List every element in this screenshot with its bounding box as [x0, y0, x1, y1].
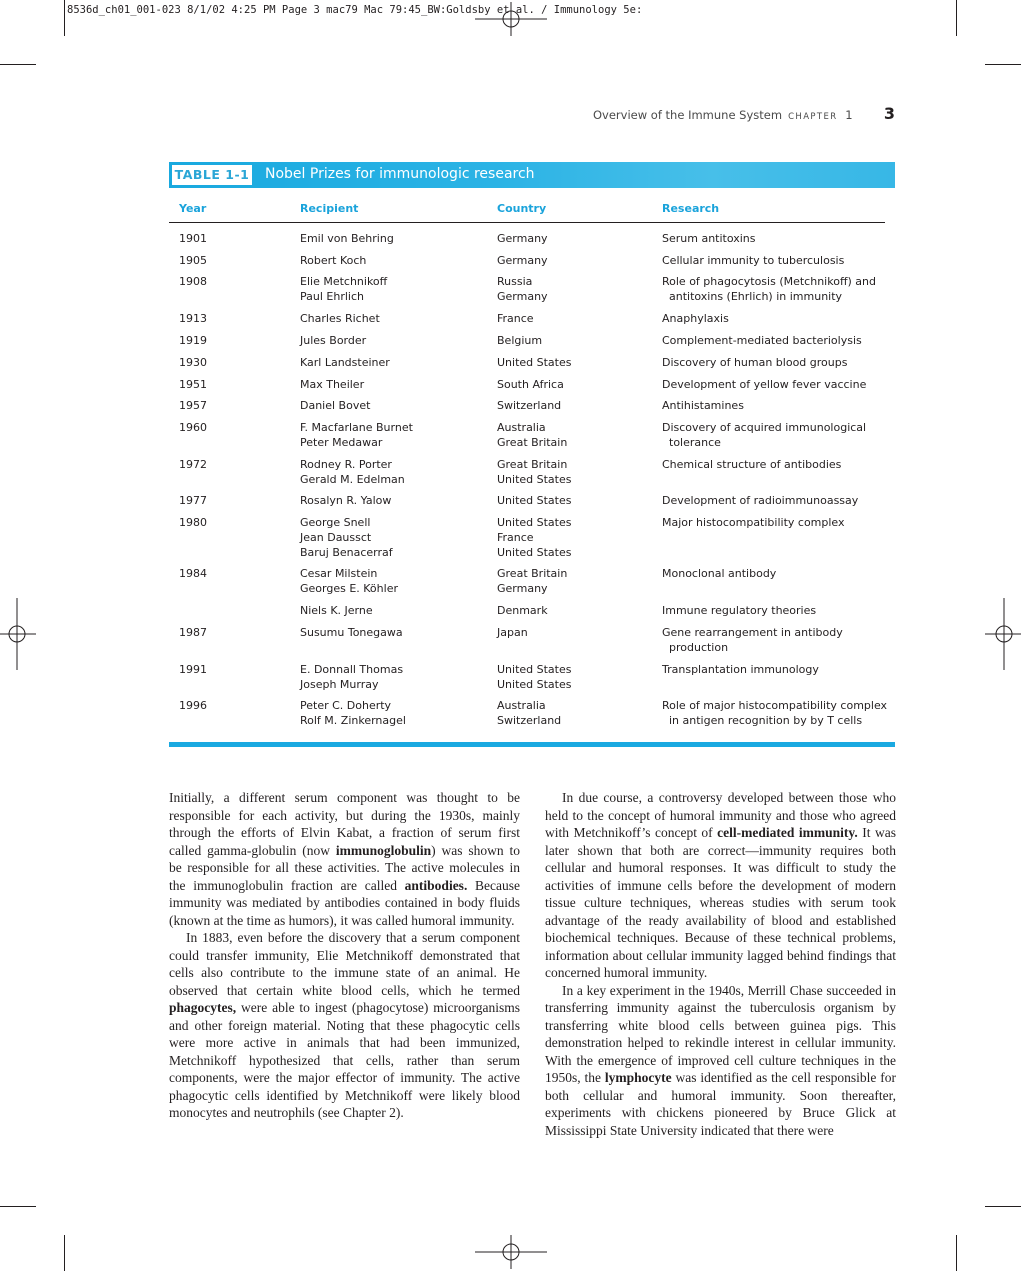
table-bottom-rule — [169, 742, 895, 747]
registration-mark-icon — [0, 598, 36, 670]
text-run: In 1883, even before the discovery that a serum component could transfer immunity, Elie Metchnikoff demonstrated that cells also contribute to the immune state of an animal. He observed that certain white blood cells, which he termed — [169, 930, 520, 998]
crop-mark — [64, 0, 65, 36]
cell-recipient: Max Theiler — [300, 377, 365, 391]
table-banner — [169, 162, 895, 188]
text-run: In a key experiment in the 1940s, Merrill Chase succeeded in transferring immunity against the tuberculosis organism by transferring white blood cells between guinea pigs. This demonstration helped to rekindle interest in cellular immunity. With the emergence of improved cell culture techniques in the 1950s, the — [545, 982, 896, 1085]
cell-research: Discovery of acquired immunological tolerance — [662, 421, 867, 450]
slug-line: 8536d_ch01_001-023 8/1/02 4:25 PM Page 3 mac79 Mac 79:45_BW:Goldsby et al. / Immunology 5e: — [67, 4, 643, 16]
cell-country: United States France United States — [497, 516, 572, 559]
crop-mark — [0, 64, 36, 65]
running-header-title: Overview of the Immune System — [593, 108, 783, 122]
table-row — [169, 516, 895, 567]
cell-recipient: Cesar Milstein Georges E. Köhler — [300, 567, 398, 596]
cell-country: Great Britain Germany — [497, 567, 568, 596]
cell-recipient: Susumu Tonegawa — [300, 625, 403, 639]
nobel-prize-table — [169, 162, 895, 735]
cell-country: South Africa — [497, 377, 564, 391]
cell-recipient: Emil von Behring — [300, 232, 394, 245]
cell-country: United States — [497, 494, 572, 508]
registration-mark-icon — [475, 2, 547, 36]
table-title: Nobel Prizes for immunologic research — [265, 166, 535, 182]
cell-year: 1977 — [179, 494, 207, 508]
column-header-recipient: Recipient — [300, 202, 359, 215]
table-row — [169, 567, 895, 604]
column-header-research: Research — [662, 202, 720, 215]
cell-year: 1987 — [179, 625, 207, 639]
text-run: were able to ingest (phagocytose) microorganisms and other foreign material. Noting that these phagocytic cells were more active in animals that had been immunized, Metchnikoff hypothesized that cells, rather than serum components, were the major effector of immunity. The active phagocytic cells identified by Metchnikoff were likely blood monocytes and neutrophils (see Chapter 2). — [169, 1000, 520, 1120]
cell-research: Chemical structure of antibodies — [662, 458, 842, 472]
paragraph — [545, 789, 896, 982]
cell-recipient: Robert Koch — [300, 253, 367, 267]
column-header-year: Year — [179, 202, 207, 215]
cell-recipient: Rosalyn R. Yalow — [300, 494, 392, 508]
cell-year: 1901 — [179, 232, 207, 245]
cell-recipient: Jules Border — [300, 334, 367, 348]
cell-year: 1984 — [179, 567, 207, 581]
table-tag: TABLE 1-1 — [172, 165, 252, 185]
table-row — [169, 232, 895, 254]
cell-year: 1972 — [179, 458, 207, 472]
paragraph — [545, 982, 896, 1140]
cell-recipient: E. Donnall Thomas Joseph Murray — [300, 662, 404, 691]
cell-year: 1913 — [179, 312, 207, 326]
cell-recipient: Elie Metchnikoff Paul Ehrlich — [300, 275, 388, 303]
cell-research: Monoclonal antibody — [662, 567, 777, 581]
cell-year: 1991 — [179, 662, 207, 676]
cell-research: Development of yellow fever vaccine — [662, 377, 867, 391]
cell-country: Germany — [497, 253, 548, 267]
table-row — [169, 334, 895, 356]
cell-research: Role of phagocytosis (Metchnikoff) and antitoxins (Ehrlich) in immunity — [662, 275, 877, 303]
cell-research: Complement-mediated bacteriolysis — [662, 334, 862, 348]
cell-year: 1908 — [179, 275, 207, 289]
column-header-country: Country — [497, 202, 547, 215]
crop-mark — [985, 1206, 1021, 1207]
cell-country: Australia Great Britain — [497, 421, 568, 450]
table-header-row — [169, 188, 885, 223]
cell-country: Germany — [497, 232, 548, 245]
cell-year: 1960 — [179, 421, 207, 435]
table-row — [169, 312, 895, 334]
crop-mark — [985, 64, 1021, 65]
running-header — [593, 106, 895, 126]
cell-research: Discovery of human blood groups — [662, 355, 848, 369]
text-run: It was later shown that both are correct—immunity requires both cellular and humoral responses. It was difficult to study the activities of immune cells before the development of modern tissue culture techniques, whereas studies with serum took advantage of the ready availability of blood and established biochemical techniques. Because of these technical problems, information about cellular immunity lagged behind findings that concerned humoral immunity. — [545, 825, 897, 980]
cell-recipient: George Snell Jean Daussct Baruj Benacerraf — [300, 516, 393, 559]
cell-country: Denmark — [497, 604, 548, 618]
body-column-left — [169, 789, 520, 1122]
cell-country: Russia Germany — [497, 275, 548, 303]
table-row — [169, 378, 895, 400]
text-run: Initially, a different serum component was thought to be responsible for each activity, but during the 1930s, mainly through the efforts of Elvin Kabat, a fraction of serum first called gamma-globulin (now — [169, 790, 520, 858]
table-row — [169, 663, 895, 699]
cell-country: United States United States — [497, 662, 572, 691]
cell-country: Belgium — [497, 334, 543, 348]
cell-country: United States — [497, 355, 572, 369]
key-term: phagocytes, — [169, 1000, 237, 1015]
cell-research: Transplantation immunology — [662, 662, 819, 676]
text-run: In due course, a controversy developed between those who held to the concept of humoral immunity and those who agreed with Metchnikoff’s concept of — [545, 790, 896, 840]
table-body — [169, 223, 895, 735]
registration-mark-icon — [985, 598, 1021, 670]
cell-research: Serum antitoxins — [662, 232, 756, 245]
cell-year: 1919 — [179, 334, 207, 348]
cell-recipient: Daniel Bovet — [300, 399, 371, 413]
cell-year: 1951 — [179, 377, 207, 391]
cell-recipient: Niels K. Jerne — [300, 604, 373, 618]
cell-research: Anaphylaxis — [662, 312, 729, 326]
cell-recipient: Karl Landsteiner — [300, 355, 390, 369]
paragraph — [169, 789, 520, 929]
chapter-label: CHAPTER — [788, 112, 838, 122]
key-term: cell-mediated immunity. — [717, 825, 858, 840]
cell-research: Immune regulatory theories — [662, 604, 817, 618]
cell-research: Cellular immunity to tuberculosis — [662, 253, 845, 267]
table-row — [169, 626, 895, 663]
table-row — [169, 699, 895, 735]
table-row — [169, 458, 895, 494]
text-run: Because immunity was mediated by antibodies contained in body fluids (known at the time as humors), it was called humoral immunity. — [169, 877, 520, 928]
running-header-text — [593, 108, 853, 122]
cell-recipient: F. Macfarlane Burnet Peter Medawar — [300, 421, 413, 450]
paragraph — [169, 929, 520, 1122]
text-run: ) was shown to be responsible for all these activities. The active molecules in the immunoglobulin fraction are called — [169, 842, 520, 893]
cell-country: Switzerland — [497, 399, 562, 413]
crop-mark — [0, 1206, 36, 1207]
table-row — [169, 254, 895, 276]
cell-country: Australia Switzerland — [497, 698, 562, 727]
cell-research: Development of radioimmunoassay — [662, 494, 859, 508]
text-run: was identified as the cell responsible for both cellular and humoral immunity. Soon thereafter, experiments with chickens pioneered by Bruce Glick at Mississippi State University indicated that there were — [545, 1070, 896, 1138]
table-row — [169, 275, 895, 312]
crop-mark — [956, 0, 957, 36]
registration-mark-icon — [475, 1235, 547, 1269]
crop-mark — [64, 1235, 65, 1271]
table-row — [169, 399, 895, 421]
cell-year: 1980 — [179, 516, 207, 530]
cell-year: 1957 — [179, 399, 207, 413]
chapter-number: 1 — [845, 108, 853, 122]
key-term: antibodies. — [404, 877, 468, 893]
cell-research: Antihistamines — [662, 399, 744, 413]
table-row — [169, 494, 895, 516]
cell-research: Gene rearrangement in antibody production — [662, 625, 843, 654]
table-row — [169, 421, 895, 458]
cell-year: 1930 — [179, 355, 207, 369]
cell-recipient: Peter C. Doherty Rolf M. Zinkernagel — [300, 698, 406, 727]
key-term: immunoglobulin — [335, 842, 432, 858]
cell-recipient: Charles Richet — [300, 312, 380, 326]
cell-country: France — [497, 312, 534, 326]
table-row — [169, 604, 895, 626]
table-row — [169, 356, 895, 378]
cell-year: 1996 — [179, 698, 207, 712]
body-column-right — [545, 789, 896, 1139]
cell-research: Role of major histocompatibility complex in antigen recognition by by T cells — [662, 698, 888, 727]
cell-country: Great Britain United States — [497, 458, 572, 487]
cell-year: 1905 — [179, 253, 207, 267]
cell-country: Japan — [497, 625, 528, 639]
page-number: 3 — [883, 104, 895, 123]
crop-mark — [956, 1235, 957, 1271]
cell-research: Major histocompatibility complex — [662, 516, 845, 530]
cell-recipient: Rodney R. Porter Gerald M. Edelman — [300, 458, 405, 487]
key-term: lymphocyte — [604, 1070, 672, 1085]
